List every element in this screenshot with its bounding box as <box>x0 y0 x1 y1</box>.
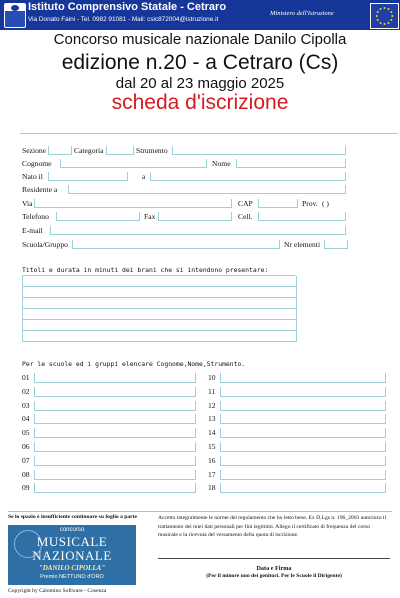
consent-text: Accetto integralmente le norme del regolamento che ho letto bene. Ex D.Lgs n. 196_2003 autorizzo il trattamento dei miei dati personali per fini legittimi. Allego il certificato di frequenza del corso musicale e la ricevuta del versamento della quota di iscrizione. <box>158 515 387 539</box>
member-field[interactable] <box>220 442 386 452</box>
minore-note: (Per il minore uno dei genitori. Per le Scuole il Dirigente) <box>206 573 342 579</box>
member-field[interactable] <box>220 470 386 480</box>
member-field[interactable] <box>34 470 196 480</box>
member-number: 16 <box>208 455 216 465</box>
member-field[interactable] <box>34 414 196 424</box>
nr-elementi-field[interactable] <box>324 240 348 249</box>
member-field[interactable] <box>34 387 196 397</box>
member-field[interactable] <box>220 401 386 411</box>
label-fax: Fax <box>144 212 156 221</box>
label-sezione: Sezione <box>22 146 47 155</box>
label-nato-il: Nato il <box>22 172 43 181</box>
member-number: 03 <box>22 400 30 410</box>
member-number: 09 <box>22 483 30 493</box>
residente-field[interactable] <box>68 185 346 194</box>
sezione-field[interactable] <box>48 146 72 155</box>
cognome-field[interactable] <box>60 159 207 168</box>
edition-title: edizione n.20 - a Cetraro (Cs) <box>61 51 339 74</box>
contest-title: Concorso musicale nazionale Danilo Cipolla <box>53 31 347 48</box>
luogo-nascita-field[interactable] <box>150 172 346 181</box>
titoli-row[interactable] <box>22 276 297 287</box>
member-number: 04 <box>22 414 30 424</box>
via-field[interactable] <box>34 199 232 208</box>
label-nome: Nome <box>212 159 231 168</box>
member-field[interactable] <box>34 428 196 438</box>
titoli-row[interactable] <box>22 287 297 298</box>
data-firma-label: Data e Firma <box>256 565 292 572</box>
member-field[interactable] <box>220 428 386 438</box>
dates-title: dal 20 al 23 maggio 2025 <box>115 75 285 92</box>
member-field[interactable] <box>220 456 386 466</box>
member-number: 08 <box>22 469 30 479</box>
guitar-emblem-icon <box>14 530 42 558</box>
copyright: Copyright by Calomino Software - Cosenza <box>8 588 107 594</box>
member-number: 10 <box>208 373 216 382</box>
titoli-hint: Titoli e durata in minuti dei brani che si intendono presentare: <box>22 266 269 274</box>
scuole-hint: Per le scuole ed i gruppi elencare Cognome,Nome,Strumento. <box>22 360 246 368</box>
label-cognome: Cognome <box>22 159 52 168</box>
nome-field[interactable] <box>236 159 346 168</box>
label-prov: Prov. <box>302 199 318 208</box>
member-number: 11 <box>208 386 216 396</box>
member-field[interactable] <box>220 414 386 424</box>
member-number: 12 <box>208 400 216 410</box>
member-field[interactable] <box>220 387 386 397</box>
titoli-row[interactable] <box>22 320 297 331</box>
strumento-field[interactable] <box>172 146 346 155</box>
member-number: 17 <box>208 469 216 479</box>
label-scuola: Scuola/Gruppo <box>22 240 68 249</box>
member-number: 02 <box>22 386 30 396</box>
school-address: Via Donato Faini - Tel. 0982 91081 - Mail: csic872004@istruzione.it <box>28 16 219 23</box>
republic-emblem-icon <box>4 3 26 28</box>
logo-concorso: concorso <box>59 527 85 533</box>
label-email: E-mail <box>22 226 43 235</box>
member-number: 07 <box>22 455 30 465</box>
fax-field[interactable] <box>158 212 232 221</box>
member-number: 18 <box>208 483 216 493</box>
member-field[interactable] <box>220 483 386 493</box>
member-number: 14 <box>208 428 216 438</box>
insufficient-note: Se lo spazio è insufficiente continuare su foglio a parte <box>8 514 138 520</box>
telefono-field[interactable] <box>56 212 140 221</box>
school-name: Istituto Comprensivo Statale - Cetraro <box>28 1 227 13</box>
eu-flag-icon <box>370 3 399 29</box>
label-residente: Residente a <box>22 185 58 194</box>
label-nr-elementi: Nr elementi <box>284 240 321 249</box>
member-number: 05 <box>22 428 30 438</box>
member-number: 01 <box>22 373 30 382</box>
member-number: 15 <box>208 442 216 451</box>
cell-field[interactable] <box>258 212 346 221</box>
nato-il-field[interactable] <box>48 172 128 181</box>
label-telefono: Telefono <box>22 212 49 221</box>
member-field[interactable] <box>220 373 386 383</box>
member-field[interactable] <box>34 373 196 383</box>
member-number: 06 <box>22 442 30 451</box>
cap-field[interactable] <box>258 199 298 208</box>
logo-musicale: MUSICALE <box>36 534 108 549</box>
ministry-name: Ministero dell'Istruzione <box>270 10 334 17</box>
form-top-line <box>20 133 398 134</box>
form-title: scheda d'iscrizione <box>111 91 289 114</box>
label-cell: Cell. <box>238 212 253 221</box>
logo-premio: Premio NETTUNO d'ORO <box>40 574 104 580</box>
member-field[interactable] <box>34 442 196 452</box>
signature-line[interactable] <box>158 546 390 559</box>
member-field[interactable] <box>34 483 196 493</box>
email-field[interactable] <box>50 226 346 235</box>
member-field[interactable] <box>34 401 196 411</box>
member-number: 13 <box>208 414 216 424</box>
footer-divider <box>8 511 392 512</box>
categoria-field[interactable] <box>106 146 134 155</box>
label-a: a <box>142 172 146 181</box>
label-strumento: Strumento <box>136 146 168 155</box>
member-field[interactable] <box>34 456 196 466</box>
label-cap: CAP <box>238 199 253 208</box>
logo-nazionale: NAZIONALE <box>32 548 112 563</box>
logo-danilo: "DANILO CIPOLLA" <box>38 564 106 572</box>
titoli-row[interactable] <box>22 331 297 342</box>
titoli-row[interactable] <box>22 309 297 320</box>
prov-field[interactable]: ( ) <box>322 199 329 208</box>
titoli-row[interactable] <box>22 298 297 309</box>
label-via: Via <box>22 199 33 208</box>
scuola-field[interactable] <box>72 240 280 249</box>
label-categoria: Categoria <box>74 146 104 155</box>
